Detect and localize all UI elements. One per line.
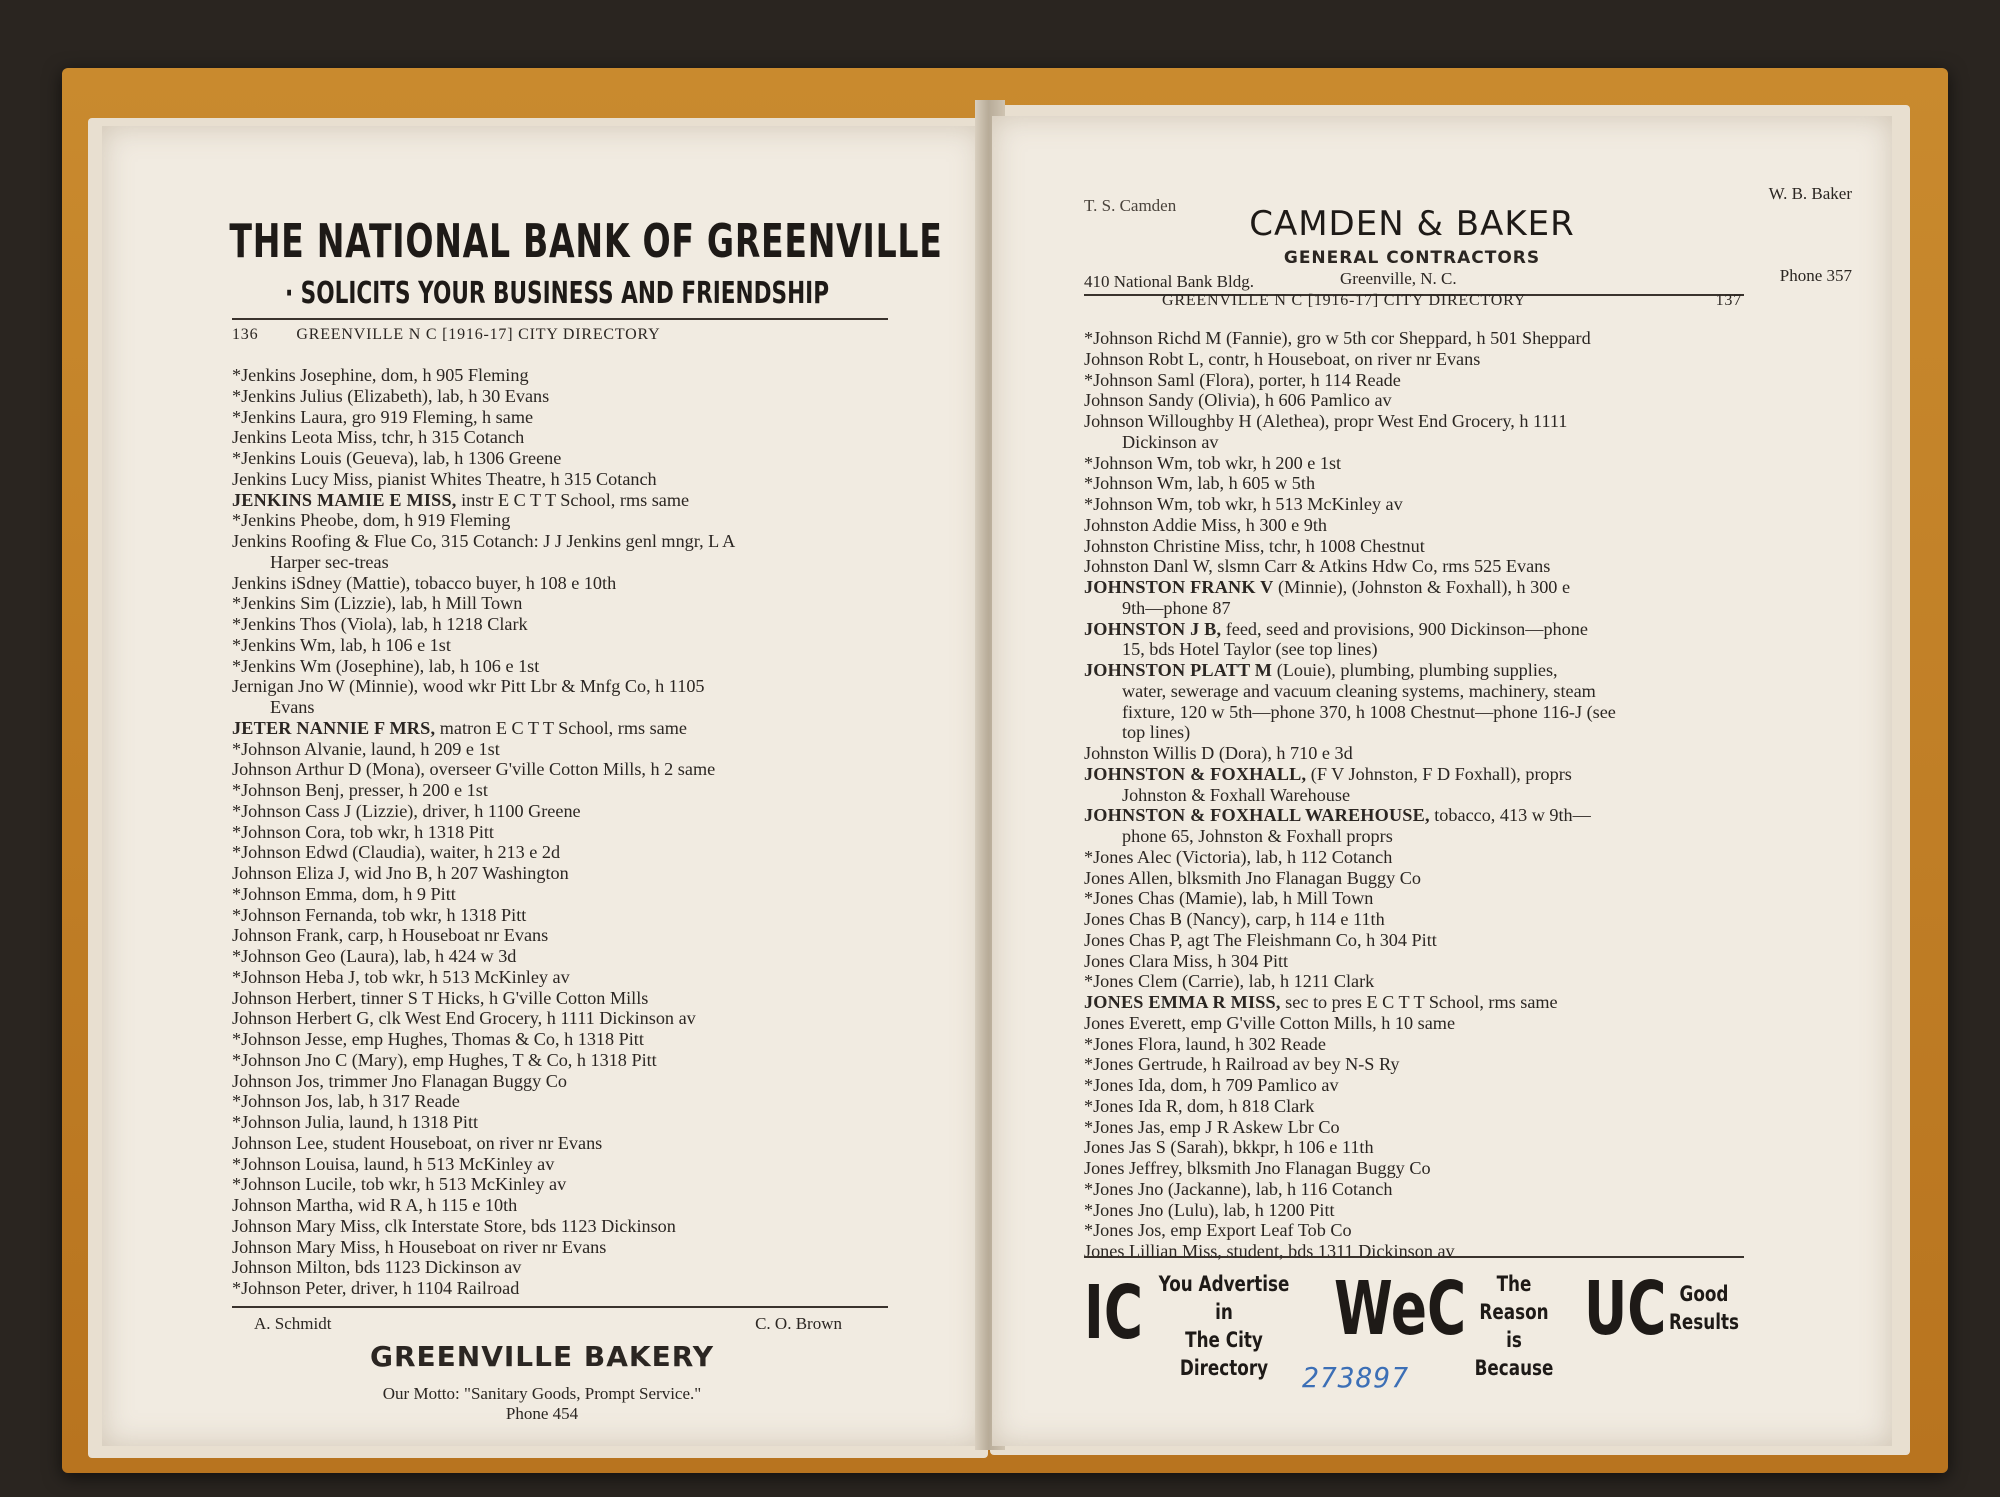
entry-text: *Jenkins Julius (Elizabeth), lab, h 30 Evans bbox=[232, 385, 550, 406]
directory-entry bbox=[232, 739, 912, 760]
directory-entry bbox=[1084, 826, 1764, 847]
directory-entry bbox=[232, 676, 912, 697]
directory-entry bbox=[1084, 1220, 1764, 1241]
entry-text: instr E C T T School, rms same bbox=[456, 489, 690, 510]
directory-entry bbox=[232, 1071, 912, 1092]
contractor-city: Greenville, N. C. bbox=[1340, 269, 1457, 288]
entry-text: *Johnson Cora, tob wkr, h 1318 Pitt bbox=[232, 821, 494, 842]
directory-entry bbox=[232, 925, 912, 946]
entry-text: *Johnson Wm, tob wkr, h 513 McKinley av bbox=[1084, 494, 1403, 514]
entry-text: Jones Allen, blksmith Jno Flanagan Buggy Co bbox=[1084, 867, 1421, 888]
entry-text: Jones Lillian Miss, student, bds 1311 Dickinson av bbox=[1084, 1241, 1455, 1261]
directory-entry bbox=[1084, 1034, 1764, 1055]
entry-text: *Jones Chas (Mamie), lab, h Mill Town bbox=[1084, 888, 1374, 909]
entry-name-bold: JETER NANNIE F MRS, bbox=[232, 717, 436, 738]
running-head-title: GREENVILLE N C [1916-17] CITY DIRECTORY bbox=[1162, 292, 1527, 309]
directory-entry bbox=[232, 635, 912, 656]
entry-name-bold: JOHNSTON & FOXHALL WAREHOUSE, bbox=[1084, 805, 1430, 826]
directory-entry bbox=[1084, 805, 1764, 826]
directory-entry bbox=[1084, 619, 1764, 640]
entry-text: Jenkins Roofing & Flue Co, 315 Cotanch: J J Jenkins genl mngr, L A bbox=[232, 531, 736, 551]
directory-entry bbox=[1084, 930, 1764, 951]
directory-entry bbox=[1084, 1013, 1764, 1034]
directory-entries bbox=[232, 365, 912, 1299]
directory-entry bbox=[1084, 1096, 1764, 1117]
contractor-address: 410 National Bank Bldg. bbox=[1084, 272, 1254, 291]
page-number: 137 bbox=[1715, 292, 1742, 309]
bakery-motto: Our Motto: "Sanitary Goods, Prompt Service." bbox=[382, 1384, 702, 1403]
slogan-line: in bbox=[1215, 1300, 1233, 1324]
entry-text: *Johnson Cass J (Lizzie), driver, h 1100 Greene bbox=[232, 800, 581, 821]
entry-text: Johnson Herbert, tinner S T Hicks, h G'ville Cotton Mills bbox=[232, 987, 649, 1008]
directory-entry bbox=[1084, 971, 1764, 992]
entry-text: sec to pres E C T T School, rms same bbox=[1280, 992, 1558, 1012]
entry-text: matron E C T T School, rms same bbox=[435, 717, 687, 738]
directory-entry bbox=[232, 1174, 912, 1195]
slogan-line: Results bbox=[1668, 1310, 1740, 1334]
entry-text: *Jones Ida, dom, h 709 Pamlico av bbox=[1084, 1075, 1339, 1095]
entry-text: Jenkins Lucy Miss, pianist Whites Theatre, h 315 Cotanch bbox=[232, 468, 657, 489]
directory-entry bbox=[1084, 349, 1764, 370]
entry-text: *Jenkins Wm (Josephine), lab, h 106 e 1st bbox=[232, 655, 540, 676]
entry-text: *Johnson Lucile, tob wkr, h 513 McKinley av bbox=[232, 1174, 567, 1195]
entry-text: *Johnson Edwd (Claudia), waiter, h 213 e 2d bbox=[232, 842, 561, 863]
entry-text: Johnson Sandy (Olivia), h 606 Pamlico av bbox=[1084, 390, 1392, 411]
directory-entry bbox=[232, 531, 912, 552]
entry-text: *Johnson Fernanda, tob wkr, h 1318 Pitt bbox=[232, 904, 527, 925]
divider-rule bbox=[1084, 1256, 1744, 1258]
entry-text: Harper sec-treas bbox=[270, 551, 389, 572]
entry-text: *Johnson Heba J, tob wkr, h 513 McKinley av bbox=[232, 966, 570, 987]
running-head bbox=[232, 326, 888, 344]
directory-entry bbox=[232, 1237, 912, 1258]
bakery-owner-left: A. Schmidt bbox=[254, 1314, 332, 1333]
directory-entry bbox=[1084, 577, 1764, 598]
entry-text: 9th—phone 87 bbox=[1122, 597, 1231, 618]
directory-entry bbox=[1084, 909, 1764, 930]
directory-entry bbox=[1084, 328, 1764, 349]
slogan-uc-text bbox=[1664, 1280, 1744, 1336]
directory-entry bbox=[232, 1216, 912, 1237]
directory-entry bbox=[1084, 598, 1764, 619]
entry-text: *Jenkins Wm, lab, h 106 e 1st bbox=[232, 634, 451, 655]
directory-entry bbox=[1084, 370, 1764, 391]
entry-text: Jones Clara Miss, h 304 Pitt bbox=[1084, 950, 1289, 971]
entry-text: *Johnson Peter, driver, h 1104 Railroad bbox=[232, 1278, 520, 1298]
bakery-ad-title: GREENVILLE BAKERY bbox=[369, 1340, 715, 1373]
directory-entry bbox=[1084, 1200, 1764, 1221]
running-head-title: GREENVILLE N C [1916-17] CITY DIRECTORY bbox=[296, 326, 661, 343]
slogan-line: The City Directory bbox=[1179, 1328, 1269, 1380]
directory-entry bbox=[232, 552, 912, 573]
directory-entry bbox=[232, 1278, 912, 1299]
entry-text: *Johnson Julia, laund, h 1318 Pitt bbox=[232, 1112, 479, 1132]
directory-entry bbox=[232, 1029, 912, 1050]
directory-entry bbox=[1084, 1137, 1764, 1158]
entry-text: Jenkins iSdney (Mattie), tobacco buyer, h 108 e 10th bbox=[232, 572, 617, 593]
directory-entry bbox=[1084, 681, 1764, 702]
entry-text: Johnson Willoughby H (Alethea), propr West End Grocery, h 1111 bbox=[1084, 411, 1568, 431]
slogan-wec: WeC bbox=[1334, 1266, 1467, 1352]
entry-text: Johnson Mary Miss, clk Interstate Store, bds 1123 Dickinson bbox=[232, 1215, 676, 1236]
directory-entry bbox=[1084, 702, 1764, 723]
entry-text: Johnson Milton, bds 1123 Dickinson av bbox=[232, 1257, 522, 1278]
directory-entry bbox=[1084, 1117, 1764, 1138]
directory-entry bbox=[232, 573, 912, 594]
entry-text: *Johnson Emma, dom, h 9 Pitt bbox=[232, 883, 456, 904]
entry-name-bold: JOHNSTON J B, bbox=[1084, 618, 1222, 639]
entry-text: Jones Everett, emp G'ville Cotton Mills, h 10 same bbox=[1084, 1012, 1456, 1033]
directory-entry bbox=[232, 946, 912, 967]
directory-entry bbox=[1084, 847, 1764, 868]
directory-entry bbox=[1084, 494, 1764, 515]
entry-text: Johnson Herbert G, clk West End Grocery, h 1111 Dickinson av bbox=[232, 1008, 696, 1029]
entry-text: Johnston Addie Miss, h 300 e 9th bbox=[1084, 514, 1328, 535]
directory-entry bbox=[1084, 1241, 1764, 1262]
entry-text: Johnson Eliza J, wid Jno B, h 207 Washington bbox=[232, 863, 569, 883]
slogan-line: is bbox=[1506, 1328, 1522, 1352]
directory-entry bbox=[1084, 660, 1764, 681]
entry-text: feed, seed and provisions, 900 Dickinson—phone bbox=[1221, 618, 1588, 639]
partner-left: T. S. Camden bbox=[1084, 196, 1177, 215]
directory-entry bbox=[1084, 639, 1764, 660]
directory-entry bbox=[1084, 411, 1764, 432]
entry-text: *Johnson Jesse, emp Hughes, Thomas & Co, h 1318 Pitt bbox=[232, 1029, 644, 1049]
entry-text: Jernigan Jno W (Minnie), wood wkr Pitt Lbr & Mnfg Co, h 1105 bbox=[232, 676, 705, 697]
contractor-ad-subtitle: GENERAL CONTRACTORS bbox=[1283, 248, 1541, 268]
directory-entry bbox=[1084, 785, 1764, 806]
bank-advertisement bbox=[222, 214, 943, 311]
directory-entry bbox=[232, 593, 912, 614]
entry-text: top lines) bbox=[1122, 722, 1191, 743]
entry-text: phone 65, Johnston & Foxhall proprs bbox=[1122, 826, 1393, 846]
bakery-phone: Phone 454 bbox=[505, 1404, 579, 1423]
directory-entry bbox=[1084, 556, 1764, 577]
directory-entry bbox=[232, 1133, 912, 1154]
entry-text: *Jones Gertrude, h Railroad av bey N-S Ry bbox=[1084, 1054, 1400, 1075]
entry-text: (Minnie), (Johnston & Foxhall), h 300 e bbox=[1273, 577, 1571, 597]
directory-entry bbox=[232, 1008, 912, 1029]
directory-entry bbox=[1084, 515, 1764, 536]
entry-name-bold: JOHNSTON FRANK V bbox=[1084, 577, 1274, 597]
directory-entry bbox=[1084, 722, 1764, 743]
directory-entry bbox=[1084, 536, 1764, 557]
directory-entry bbox=[232, 697, 912, 718]
directory-entry bbox=[232, 490, 912, 511]
directory-entries bbox=[1084, 328, 1764, 1262]
entry-text: 15, bds Hotel Taylor (see top lines) bbox=[1122, 639, 1378, 660]
directory-entry bbox=[232, 407, 912, 428]
contractor-phone: Phone 357 bbox=[1779, 266, 1852, 285]
directory-entry bbox=[232, 614, 912, 635]
directory-entry bbox=[232, 1112, 912, 1133]
entry-name-bold: JOHNSTON & FOXHALL, bbox=[1084, 763, 1307, 784]
entry-text: Johnson Arthur D (Mona), overseer G'ville Cotton Mills, h 2 same bbox=[232, 759, 716, 780]
entry-text: *Jenkins Josephine, dom, h 905 Fleming bbox=[232, 365, 529, 385]
entry-text: water, sewerage and vacuum cleaning systems, machinery, steam bbox=[1122, 680, 1596, 701]
entry-text: *Jones Clem (Carrie), lab, h 1211 Clark bbox=[1084, 971, 1375, 992]
slogan-line: Good bbox=[1679, 1282, 1729, 1306]
entry-text: Evans bbox=[270, 697, 315, 717]
entry-text: fixture, 120 w 5th—phone 370, h 1008 Chestnut—phone 116-J (see bbox=[1122, 701, 1616, 722]
directory-entry bbox=[232, 510, 912, 531]
directory-entry bbox=[232, 448, 912, 469]
directory-entry bbox=[1084, 743, 1764, 764]
directory-entry bbox=[232, 905, 912, 926]
slogan-line: The Reason bbox=[1479, 1272, 1549, 1324]
entry-text: Johnson Martha, wid R A, h 115 e 10th bbox=[232, 1195, 518, 1215]
directory-entry bbox=[232, 427, 912, 448]
entry-text: *Jenkins Louis (Geueva), lab, h 1306 Greene bbox=[232, 448, 562, 468]
directory-entry bbox=[232, 1154, 912, 1175]
directory-entry bbox=[232, 759, 912, 780]
directory-entry bbox=[232, 1257, 912, 1278]
directory-entry bbox=[232, 884, 912, 905]
bank-ad-subtitle: · SOLICITS YOUR BUSINESS AND FRIENDSHIP bbox=[284, 276, 830, 311]
directory-entry bbox=[232, 365, 912, 386]
entry-text: Johnson Mary Miss, h Houseboat on river nr Evans bbox=[232, 1236, 607, 1257]
directory-entry bbox=[1084, 764, 1764, 785]
entry-name-bold: JOHNSTON PLATT M bbox=[1084, 660, 1273, 680]
directory-entry bbox=[1084, 1054, 1764, 1075]
entry-text: *Johnson Wm, lab, h 605 w 5th bbox=[1084, 473, 1316, 494]
directory-entry bbox=[1084, 1179, 1764, 1200]
directory-entry bbox=[232, 863, 912, 884]
bakery-owners bbox=[254, 1314, 842, 1334]
entry-text: *Johnson Jno C (Mary), emp Hughes, T & Co, h 1318 Pitt bbox=[232, 1049, 657, 1070]
entry-text: Jones Chas B (Nancy), carp, h 114 e 11th bbox=[1084, 909, 1385, 929]
running-head bbox=[1102, 292, 1742, 310]
entry-text: Johnston Willis D (Dora), h 710 e 3d bbox=[1084, 743, 1353, 763]
bank-ad-title: THE NATIONAL BANK OF GREENVILLE bbox=[229, 214, 943, 268]
entry-text: *Jones Jno (Jackanne), lab, h 116 Cotanch bbox=[1084, 1178, 1393, 1199]
directory-entry bbox=[1084, 951, 1764, 972]
entry-text: *Jones Jas, emp J R Askew Lbr Co bbox=[1084, 1116, 1340, 1137]
slogan-ic: IC bbox=[1084, 1270, 1143, 1356]
entry-text: *Jenkins Thos (Viola), lab, h 1218 Clark bbox=[232, 614, 528, 634]
directory-entry bbox=[232, 842, 912, 863]
directory-entry bbox=[232, 988, 912, 1009]
right-page bbox=[992, 116, 1892, 1446]
page-number: 136 bbox=[232, 326, 259, 343]
slogan-uc: UC bbox=[1584, 1266, 1667, 1352]
entry-text: Jones Jeffrey, blksmith Jno Flanagan Buggy Co bbox=[1084, 1158, 1431, 1178]
partner-right: W. B. Baker bbox=[1768, 184, 1852, 203]
directory-entry bbox=[1084, 453, 1764, 474]
entry-text: *Jones Jos, emp Export Leaf Tob Co bbox=[1084, 1220, 1352, 1241]
divider-rule bbox=[232, 318, 888, 320]
entry-text: Johnson Jos, trimmer Jno Flanagan Buggy Co bbox=[232, 1070, 567, 1091]
slogan-ic-text bbox=[1144, 1270, 1304, 1382]
entry-text: *Johnson Benj, presser, h 200 e 1st bbox=[232, 780, 488, 800]
divider-rule bbox=[232, 1306, 888, 1308]
slogan-line: Because bbox=[1474, 1356, 1554, 1380]
entry-text: (Louie), plumbing, plumbing supplies, bbox=[1272, 660, 1558, 680]
directory-entry bbox=[232, 656, 912, 677]
entry-name-bold: JENKINS MAMIE E MISS, bbox=[232, 489, 457, 510]
directory-entry bbox=[232, 1050, 912, 1071]
entry-text: *Johnson Richd M (Fannie), gro w 5th cor Sheppard, h 501 Sheppard bbox=[1084, 328, 1591, 348]
entry-text: *Jenkins Laura, gro 919 Fleming, h same bbox=[232, 406, 534, 427]
entry-text: Dickinson av bbox=[1122, 431, 1219, 452]
slogan-line: You Advertise bbox=[1158, 1272, 1290, 1296]
directory-entry bbox=[232, 1195, 912, 1216]
accession-stamp: 273897 bbox=[1302, 1361, 1410, 1394]
left-page bbox=[102, 126, 982, 1446]
directory-entry bbox=[232, 1091, 912, 1112]
bakery-owner-right: C. O. Brown bbox=[755, 1314, 842, 1333]
contractor-ad-title: CAMDEN & BAKER bbox=[1249, 204, 1575, 244]
entry-text: *Jenkins Pheobe, dom, h 919 Fleming bbox=[232, 510, 511, 531]
entry-text: *Johnson Geo (Laura), lab, h 424 w 3d bbox=[232, 946, 517, 966]
slogan-wec-text bbox=[1466, 1270, 1562, 1382]
directory-entry bbox=[1084, 390, 1764, 411]
directory-entry bbox=[232, 822, 912, 843]
entry-text: Johnston Danl W, slsmn Carr & Atkins Hdw Co, rms 525 Evans bbox=[1084, 556, 1551, 577]
directory-entry bbox=[1084, 432, 1764, 453]
directory-entry bbox=[1084, 473, 1764, 494]
entry-text: Johnston Christine Miss, tchr, h 1008 Chestnut bbox=[1084, 535, 1425, 556]
entry-text: *Jenkins Sim (Lizzie), lab, h Mill Town bbox=[232, 593, 523, 614]
entry-text: Johnston & Foxhall Warehouse bbox=[1122, 784, 1351, 805]
entry-text: *Jones Ida R, dom, h 818 Clark bbox=[1084, 1095, 1315, 1116]
entry-text: *Jones Alec (Victoria), lab, h 112 Cotanch bbox=[1084, 846, 1393, 867]
directory-entry bbox=[232, 967, 912, 988]
directory-entry bbox=[1084, 1075, 1764, 1096]
entry-text: Jones Chas P, agt The Fleishmann Co, h 304 Pitt bbox=[1084, 929, 1437, 950]
entry-text: Jones Jas S (Sarah), bkkpr, h 106 e 11th bbox=[1084, 1137, 1374, 1158]
entry-text: *Johnson Alvanie, laund, h 209 e 1st bbox=[232, 738, 500, 759]
directory-entry bbox=[1084, 992, 1764, 1013]
entry-text: *Johnson Saml (Flora), porter, h 114 Reade bbox=[1084, 369, 1401, 390]
entry-text: *Johnson Jos, lab, h 317 Reade bbox=[232, 1091, 460, 1112]
entry-text: *Jones Flora, laund, h 302 Reade bbox=[1084, 1033, 1326, 1054]
directory-entry bbox=[232, 469, 912, 490]
entry-name-bold: JONES EMMA R MISS, bbox=[1084, 992, 1281, 1012]
directory-entry bbox=[1084, 1158, 1764, 1179]
entry-text: *Johnson Wm, tob wkr, h 200 e 1st bbox=[1084, 452, 1342, 473]
directory-entry bbox=[232, 718, 912, 739]
entry-text: *Johnson Louisa, laund, h 513 McKinley av bbox=[232, 1153, 555, 1174]
directory-entry bbox=[232, 801, 912, 822]
directory-entry bbox=[232, 386, 912, 407]
directory-entry bbox=[1084, 888, 1764, 909]
directory-entry bbox=[232, 780, 912, 801]
entry-text: Jenkins Leota Miss, tchr, h 315 Cotanch bbox=[232, 427, 525, 448]
directory-entry bbox=[1084, 868, 1764, 889]
entry-text: tobacco, 413 w 9th— bbox=[1429, 805, 1591, 826]
entry-text: Johnson Robt L, contr, h Houseboat, on river nr Evans bbox=[1084, 348, 1481, 369]
entry-text: (F V Johnston, F D Foxhall), proprs bbox=[1306, 763, 1572, 784]
entry-text: Johnson Lee, student Houseboat, on river nr Evans bbox=[232, 1132, 603, 1153]
entry-text: Johnson Frank, carp, h Houseboat nr Evans bbox=[232, 925, 549, 946]
entry-text: *Jones Jno (Lulu), lab, h 1200 Pitt bbox=[1084, 1199, 1335, 1220]
